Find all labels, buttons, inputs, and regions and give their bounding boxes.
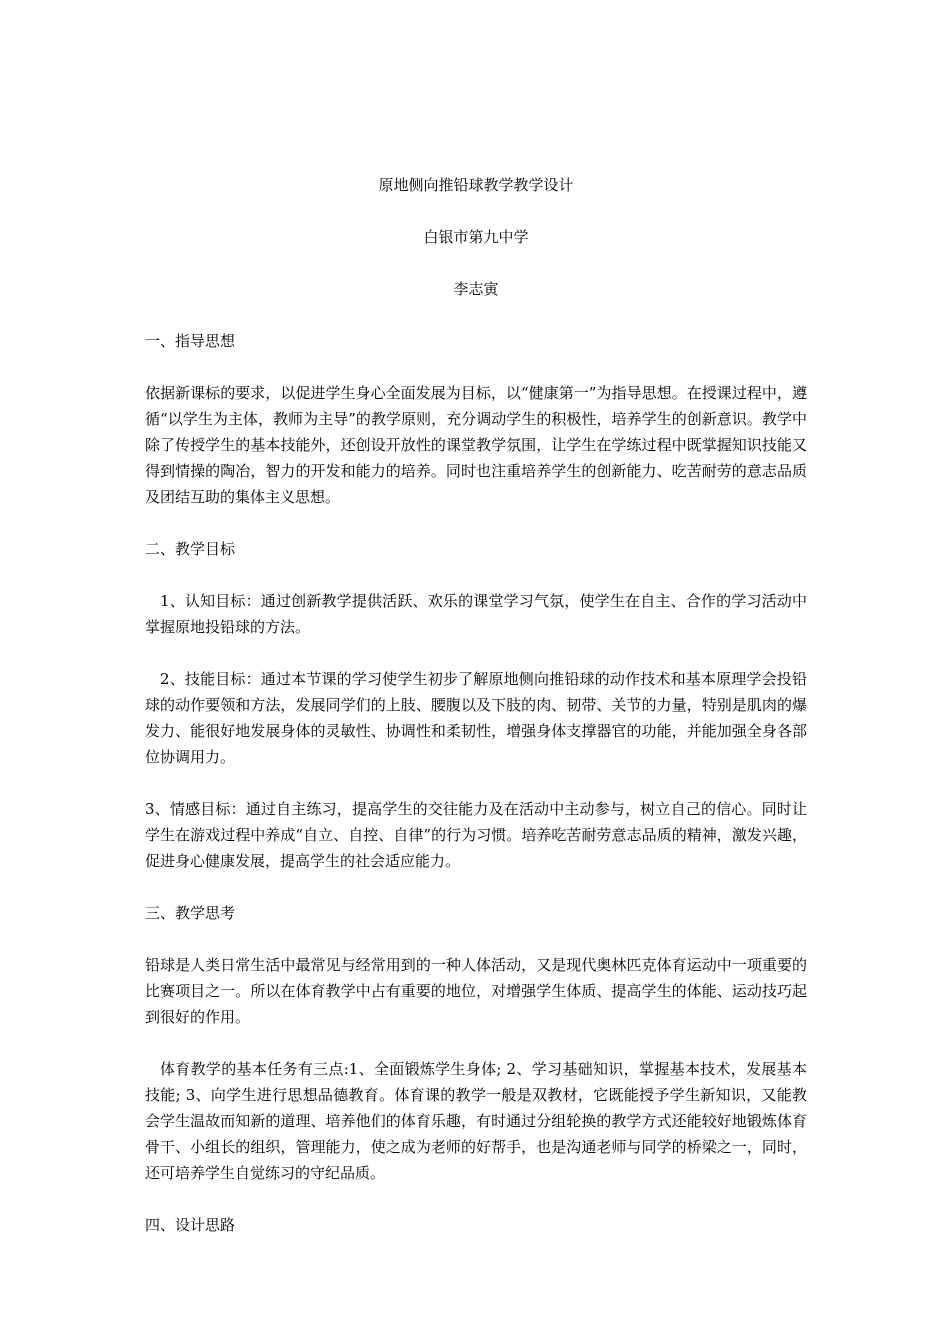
document-title: 原地侧向推铅球教学教学设计: [378, 176, 574, 194]
paragraph-emotional-goal: 3、情感目标：通过自主练习，提高学生的交往能力及在活动中主动参与，树立自己的信心。同时让学生在游戏过程中养成“自立、自控、自律”的行为习惯。培养吃苦耐劳意志品质的精神，激发兴趣，促进身心健康发展，提高学生的社会适应能力。: [145, 800, 807, 870]
section-heading-design-ideas: 四、设计思路: [145, 1216, 236, 1234]
section-heading-teaching-goals: 二、教学目标: [145, 540, 236, 558]
section-heading-guiding-ideology: 一、指导思想: [145, 332, 236, 350]
paragraph-cognitive-goal: 1、认知目标：通过创新教学提供活跃、欢乐的课堂学习气氛，使学生在自主、合作的学习活动中掌握原地投铅球的方法。: [145, 592, 807, 636]
document-body: [145, 172, 807, 1264]
paragraph-guiding-ideology: 依据新课标的要求，以促进学生身心全面发展为目标，以“健康第一”为指导思想。在授课过程中，遵循“以学生为主体，教师为主导”的教学原则，充分调动学生的积极性，培养学生的创新意识。教学中除了传授学生的基本技能外，还创设开放性的课堂教学氛围，让学生在学练过程中既掌握知识技能又得到情操的陶冶，智力的开发和能力的培养。同时也注重培养学生的创新能力、吃苦耐劳的意志品质及团结互助的集体主义思想。: [145, 384, 807, 506]
section-heading-teaching-reflection: 三、教学思考: [145, 904, 236, 922]
paragraph-pe-tasks: 体育教学的基本任务有三点:1、全面锻炼学生身体; 2、学习基础知识，掌握基本技术，发展基本技能; 3、向学生进行思想品德教育。体育课的教学一般是双教材，它既能授予学生新知识，又能教会学生温故而知新的道理、培养他们的体育乐趣，有时通过分组轮换的教学方式还能较好地锻炼体育骨干、小组长的组织，管理能力，使之成为老师的好帮手，也是沟通老师与同学的桥梁之一，同时，还可培养学生自觉练习的守纪品质。: [145, 1060, 807, 1182]
paragraph-shot-put-intro: 铅球是人类日常生活中最常见与经常用到的一种人体活动，又是现代奥林匹克体育运动中一项重要的比赛项目之一。所以在体育教学中占有重要的地位，对增强学生体质、提高学生的体能、运动技巧起到很好的作用。: [145, 956, 807, 1026]
school-name: 白银市第九中学: [423, 228, 529, 246]
author-name: 李志寅: [453, 280, 499, 298]
paragraph-skill-goal: 2、技能目标：通过本节课的学习使学生初步了解原地侧向推铅球的动作技术和基本原理学会投铅球的动作要领和方法，发展同学们的上肢、腰腹以及下肢的肉、韧带、关节的力量，特别是肌肉的爆发力、能很好地发展身体的灵敏性、协调性和柔韧性，增强身体支撑器官的功能，并能加强全身各部位协调用力。: [145, 670, 807, 766]
